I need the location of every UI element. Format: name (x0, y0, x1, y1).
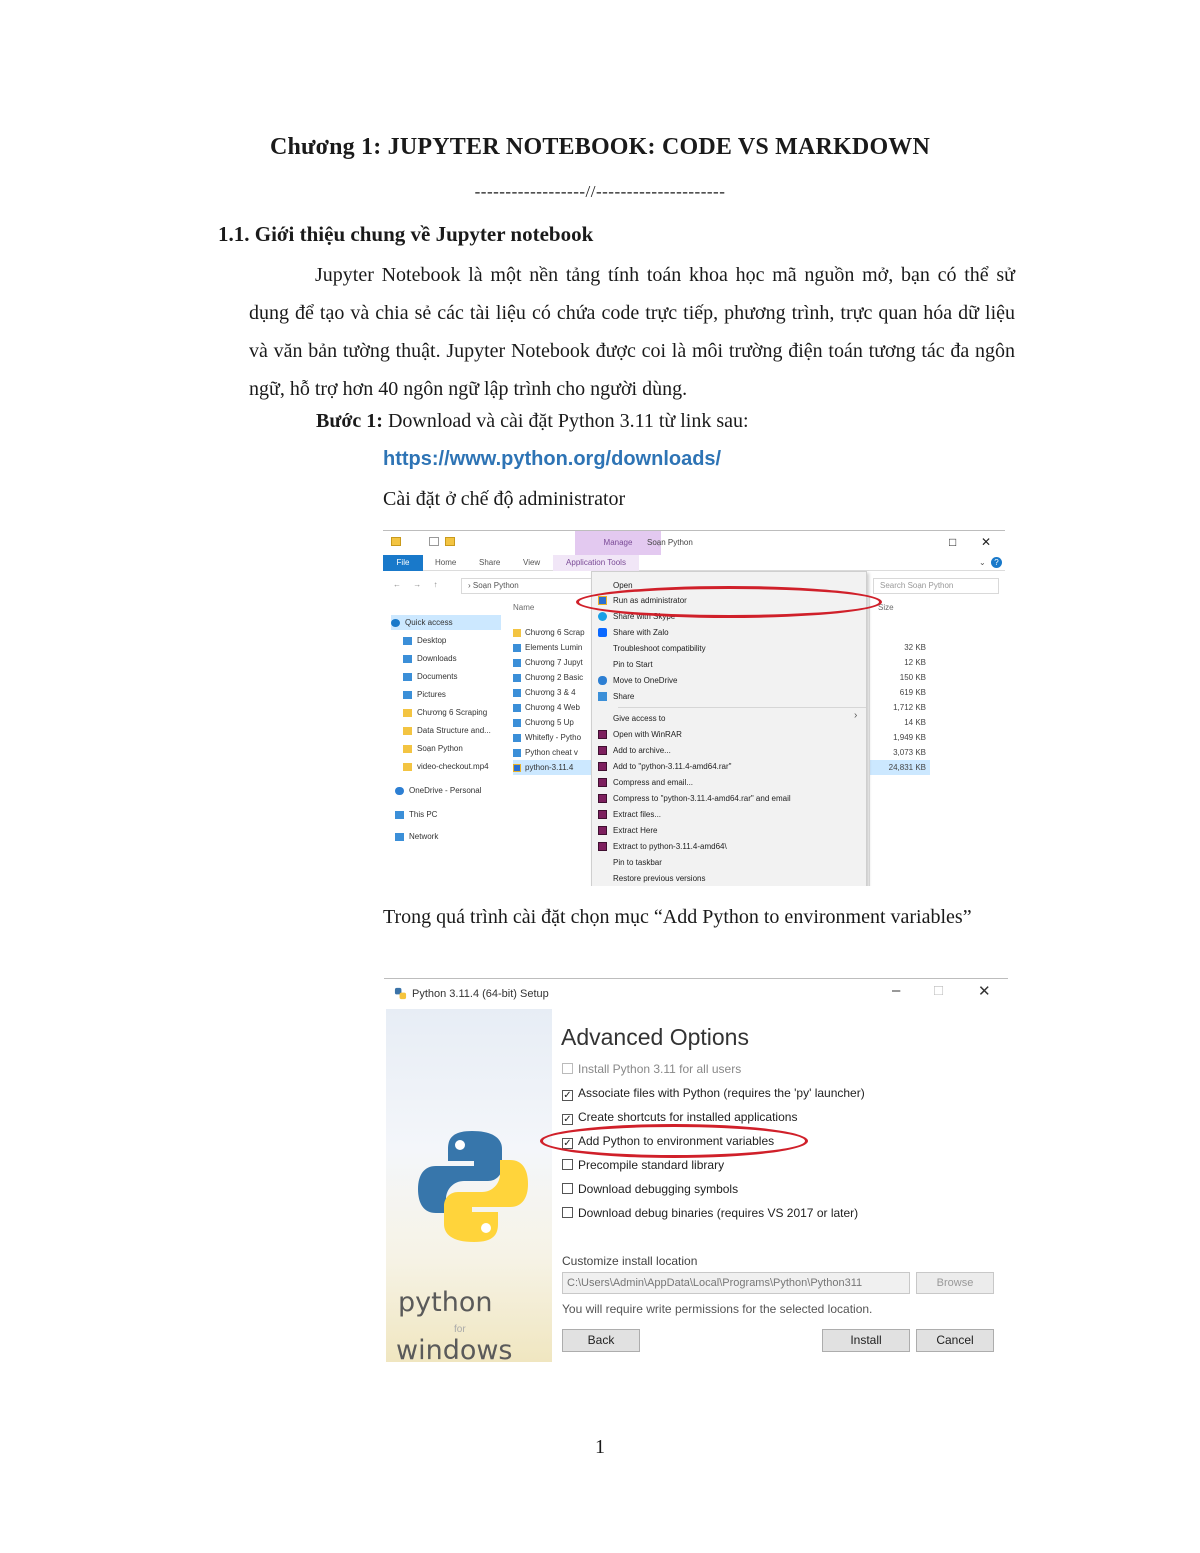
picture-icon (403, 691, 412, 699)
menu-item-troubleshoot[interactable]: Troubleshoot compatibility (598, 641, 866, 656)
close-icon[interactable]: ✕ (981, 535, 992, 549)
winrar-icon (598, 794, 607, 803)
tab-file[interactable]: File (383, 555, 423, 571)
nav-item-folder[interactable]: video-checkout.mp4 (403, 759, 513, 774)
file-size-selected: 24,831 KB (870, 760, 930, 775)
intro-paragraph: Jupyter Notebook là một nền tảng tính toán khoa học mã nguồn mở, bạn có thể sử dụng để tạo và chia sẻ các tài liệu có chứa code trực tiếp, phương trình, trực quan hóa dữ liệu và văn bản tường thuật. Jupyter Notebook được coi là môi trường điện toán tương tác đa ngôn ngữ, hỗ trợ hơn 40 ngôn ngữ lập trình cho người dùng. (249, 264, 1015, 400)
install-location-label: Customize install location (562, 1254, 698, 1268)
back-button[interactable]: Back (562, 1329, 640, 1352)
chevron-down-icon[interactable]: ⌄ (979, 558, 986, 567)
install-location-input[interactable]: C:\Users\Admin\AppData\Local\Programs\Python\Python311 (562, 1272, 910, 1294)
menu-item-share-zalo[interactable]: Share with Zalo (598, 625, 866, 640)
file-size: 619 KB (899, 688, 926, 697)
python-logo-icon (394, 987, 407, 1000)
winrar-icon (598, 810, 607, 819)
explorer-titlebar (383, 531, 1005, 555)
nav-item-pictures[interactable]: Pictures (403, 687, 513, 702)
desktop-icon (403, 637, 412, 645)
download-link[interactable]: https://www.python.org/downloads/ (383, 448, 722, 470)
context-menu (591, 571, 867, 886)
maximize-icon: □ (934, 982, 944, 999)
list-item-selected[interactable]: python-3.11.4 (513, 760, 599, 775)
checkbox-unchecked[interactable] (562, 1207, 573, 1218)
section-divider: ------------------//--------------------- (474, 182, 726, 201)
checkbox-checked[interactable]: ✓ (563, 1090, 572, 1101)
size-column (869, 597, 1005, 886)
cancel-button[interactable]: Cancel (916, 1329, 994, 1352)
close-icon[interactable]: ✕ (978, 983, 991, 1000)
skype-icon (598, 612, 607, 621)
option-associate-files[interactable]: ✓ Associate files with Python (requires the 'py' launcher) (563, 1086, 865, 1101)
explorer-ribbon (383, 555, 1005, 571)
folder-icon (403, 763, 412, 771)
manage-tab[interactable]: Manage (575, 531, 661, 555)
menu-item-move-onedrive[interactable]: Move to OneDrive (598, 673, 866, 688)
checkbox-unchecked[interactable] (562, 1159, 573, 1170)
menu-item-extract-files[interactable]: Extract files... (598, 807, 866, 822)
step-1-text: Download và cài đặt Python 3.11 từ link sau: (382, 410, 749, 432)
folder-icon (403, 727, 412, 735)
folder-icon (513, 629, 521, 637)
blank-icon (598, 644, 607, 653)
nav-item-folder[interactable]: Soạn Python (403, 741, 513, 756)
properties-icon (429, 537, 439, 546)
document-icon (403, 673, 412, 681)
checkbox-unchecked[interactable] (562, 1183, 573, 1194)
computer-icon (395, 811, 404, 819)
minimize-icon[interactable]: – (892, 982, 901, 999)
list-item[interactable]: Chương 7 Jupyt (513, 655, 599, 670)
option-debug-binaries[interactable]: Download debug binaries (requires VS 2017 or later) (562, 1206, 858, 1220)
permission-note: You will require write permissions for the selected location. (562, 1302, 873, 1316)
file-size: 1,949 KB (893, 733, 926, 742)
file-icon (513, 659, 521, 667)
nav-item-onedrive[interactable]: OneDrive - Personal (395, 783, 505, 798)
tab-home[interactable]: Home (435, 558, 457, 567)
file-icon (513, 734, 521, 742)
menu-item-give-access[interactable]: Give access to (598, 711, 866, 726)
submenu-arrow-icon: › (854, 710, 858, 721)
menu-item-run-as-administrator[interactable]: Run as administrator (598, 593, 866, 608)
winrar-icon (598, 826, 607, 835)
list-item[interactable]: Python cheat v (513, 745, 599, 760)
menu-item-restore-versions[interactable]: Restore previous versions (598, 871, 866, 886)
list-item[interactable]: Chương 4 Web (513, 700, 599, 715)
nav-item-network[interactable]: Network (395, 829, 505, 844)
file-size: 1,712 KB (893, 703, 926, 712)
menu-item-add-archive[interactable]: Add to archive... (598, 743, 866, 758)
maximize-icon[interactable]: □ (949, 535, 957, 549)
setup-sidebar (386, 1009, 552, 1362)
brand-for: for (454, 1324, 466, 1335)
advanced-options-heading: Advanced Options (561, 1024, 749, 1050)
share-icon (598, 692, 607, 701)
nav-item-folder[interactable]: Chương 6 Scraping (403, 705, 513, 720)
menu-separator (618, 707, 866, 708)
winrar-icon (598, 842, 607, 851)
address-bar[interactable]: › Soạn Python (461, 578, 866, 594)
blank-icon (598, 874, 607, 883)
new-folder-icon (445, 537, 455, 546)
tab-view[interactable]: View (523, 558, 541, 567)
menu-item-add-to-rar[interactable]: Add to "python-3.11.4-amd64.rar" (598, 759, 866, 774)
file-size: 14 KB (904, 718, 926, 727)
browse-button[interactable]: Browse (916, 1272, 994, 1294)
blank-icon (598, 858, 607, 867)
explorer-window-title: Soạn Python (647, 538, 693, 547)
tab-application-tools[interactable]: Application Tools (553, 555, 639, 571)
menu-item-compress-rar-email[interactable]: Compress to "python-3.11.4-amd64.rar" and email (598, 791, 866, 806)
folder-icon (403, 745, 412, 753)
column-header-size[interactable]: Size (878, 603, 894, 612)
list-item[interactable]: Elements Lumin (513, 640, 599, 655)
nav-item-downloads[interactable]: Downloads (403, 651, 513, 666)
menu-item-extract-here[interactable]: Extract Here (598, 823, 866, 838)
chapter-title: Chương 1: JUPYTER NOTEBOOK: CODE VS MARKDOWN (269, 134, 931, 160)
download-icon (403, 655, 412, 663)
menu-item-open[interactable]: Open (598, 578, 866, 593)
installer-icon (513, 764, 521, 772)
file-icon (513, 749, 521, 757)
nav-item-this-pc[interactable]: This PC (395, 807, 505, 822)
nav-item-quick-access[interactable]: Quick access (391, 615, 501, 630)
checkbox-checked[interactable]: ✓ (563, 1114, 572, 1125)
winrar-icon (598, 730, 607, 739)
star-icon (391, 619, 400, 627)
brand-python: python (398, 1287, 493, 1318)
menu-item-pin-taskbar[interactable]: Pin to taskbar (598, 855, 866, 870)
blank-icon (598, 714, 607, 723)
list-item[interactable]: Chương 2 Basic (513, 670, 599, 685)
nav-item-documents[interactable]: Documents (403, 669, 513, 684)
winrar-icon (598, 746, 607, 755)
file-size: 32 KB (904, 643, 926, 652)
step-1-label: Bước 1: (316, 410, 383, 432)
file-icon (513, 704, 521, 712)
search-input[interactable]: Search Soạn Python (873, 578, 999, 594)
install-button[interactable]: Install (822, 1329, 910, 1352)
setup-screenshot (384, 978, 1008, 1362)
environment-paragraph: Trong quá trình cài đặt chọn mục “Add Python to environment variables” (383, 906, 972, 928)
nav-item-desktop[interactable]: Desktop (403, 633, 513, 648)
navigation-pane (383, 611, 508, 881)
list-item[interactable]: Chương 3 & 4 (513, 685, 599, 700)
list-item[interactable]: Chương 6 Scrap (513, 625, 599, 640)
explorer-screenshot (383, 530, 1005, 886)
page-number: 1 (595, 1436, 605, 1458)
menu-item-open-winrar[interactable]: Open with WinRAR (598, 727, 866, 742)
file-size: 150 KB (899, 673, 926, 682)
option-all-users[interactable]: Install Python 3.11 for all users (562, 1062, 741, 1076)
file-icon (513, 719, 521, 727)
folder-icon (403, 709, 412, 717)
step-1 (316, 410, 749, 433)
onedrive-icon (598, 676, 607, 685)
checkbox-checked[interactable]: ✓ (563, 1138, 572, 1149)
checkbox-unchecked[interactable] (562, 1063, 573, 1074)
winrar-icon (598, 762, 607, 771)
blank-icon (598, 660, 607, 669)
menu-item-share-skype[interactable]: Share with Skype (598, 609, 866, 624)
menu-item-pin-start[interactable]: Pin to Start (598, 657, 866, 672)
menu-item-share[interactable]: Share (598, 689, 866, 704)
option-precompile[interactable]: Precompile standard library (562, 1158, 724, 1172)
zalo-icon (598, 628, 607, 637)
network-icon (395, 833, 404, 841)
list-item[interactable]: Chương 5 Up (513, 715, 599, 730)
menu-item-extract-to[interactable]: Extract to python-3.11.4-amd64\ (598, 839, 866, 854)
menu-item-compress-email[interactable]: Compress and email... (598, 775, 866, 790)
file-icon (513, 644, 521, 652)
brand-windows: windows (396, 1335, 513, 1362)
winrar-icon (598, 778, 607, 787)
file-icon (513, 689, 521, 697)
column-header-name[interactable]: Name (513, 603, 535, 612)
section-heading: 1.1. Giới thiệu chung về Jupyter notebook (218, 222, 594, 246)
folder-icon (391, 537, 401, 546)
option-add-env-variables[interactable]: ✓ Add Python to environment variables (563, 1134, 775, 1149)
highlight-oval (540, 1124, 808, 1158)
file-icon (513, 674, 521, 682)
blank-icon (598, 581, 607, 590)
cloud-icon (395, 787, 404, 795)
nav-item-folder[interactable]: Data Structure and... (403, 723, 513, 738)
help-icon[interactable]: ? (991, 557, 1002, 568)
python-snake-icon (418, 1129, 528, 1244)
admin-note: Cài đặt ở chế độ administrator (383, 488, 626, 510)
file-size: 3,073 KB (893, 748, 926, 757)
option-debug-symbols[interactable]: Download debugging symbols (562, 1182, 738, 1196)
file-size: 12 KB (904, 658, 926, 667)
setup-window-title: Python 3.11.4 (64-bit) Setup (412, 988, 549, 1000)
nav-arrows-icon[interactable]: ← → ↑ (393, 580, 443, 589)
tab-share[interactable]: Share (479, 558, 501, 567)
option-create-shortcuts[interactable]: ✓ Create shortcuts for installed applications (563, 1110, 798, 1125)
list-item[interactable]: Whitefly - Pytho (513, 730, 599, 745)
highlight-oval (576, 586, 882, 618)
